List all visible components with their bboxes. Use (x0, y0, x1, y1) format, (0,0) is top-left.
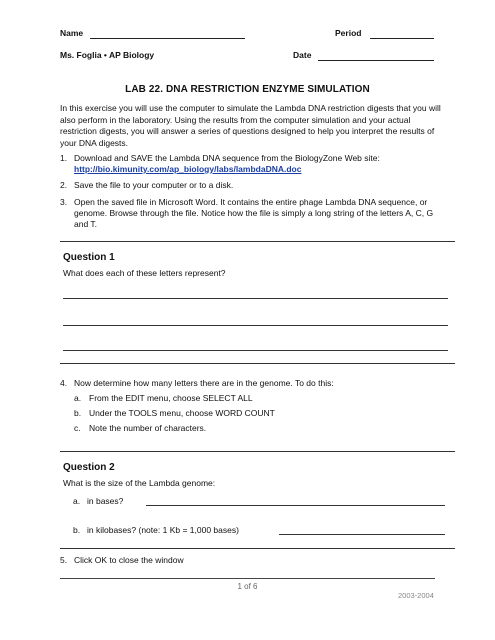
answer-line[interactable] (63, 350, 448, 351)
substep-letter: c. (74, 423, 81, 433)
intro-paragraph: In this exercise you will use the computer to simulate the Lambda DNA restriction digests that you will also perform in the laboratory. Using the results from the computer simulation and your actual restriction digests, you will answer a series of questions designed to help you interpret the results of your DNA digests. (60, 103, 441, 148)
question-2-box (60, 451, 455, 549)
page-title: LAB 22. DNA RESTRICTION ENZYME SIMULATION (125, 84, 370, 95)
substep-letter: a. (74, 393, 82, 403)
step-text: Now determine how many letters there are in the genome. To do this: (74, 378, 334, 388)
question-2-text: What is the size of the Lambda genome: (63, 478, 216, 488)
step-text: Open the saved file in Microsoft Word. It contains the entire phage Lambda DNA sequence, or genome. Browse through the file. Notice how the file is simply a long string of the letters A, C, G and T. (74, 197, 434, 229)
answer-line[interactable] (63, 298, 448, 299)
name-label: Name (60, 28, 84, 38)
step-number: 5. (60, 555, 68, 565)
date-label: Date (293, 50, 312, 60)
step-number: 3. (60, 197, 68, 207)
question-2a-text: in bases? (87, 496, 124, 506)
footer-divider (60, 578, 435, 579)
substep-text: Note the number of characters. (89, 423, 207, 433)
date-blank[interactable] (318, 60, 434, 61)
answer-line[interactable] (279, 534, 445, 535)
step-text: Download and SAVE the Lambda DNA sequence from the BiologyZone Web site: (74, 153, 380, 163)
page-number: 1 of 6 (237, 582, 258, 591)
question-1-box (60, 241, 455, 364)
school-year: 2003-2004 (398, 591, 434, 600)
name-blank[interactable] (90, 38, 245, 39)
substep-text: From the EDIT menu, choose SELECT ALL (89, 393, 253, 403)
question-2-title: Question 2 (63, 462, 115, 473)
step-number: 2. (60, 180, 68, 190)
step-number: 4. (60, 378, 68, 388)
question-1-text: What does each of these letters represent? (63, 268, 226, 278)
question-2b-text: in kilobases? (note: 1 Kb = 1,000 bases) (87, 525, 239, 535)
question-2a-letter: a. (73, 496, 81, 506)
step-text: Click OK to close the window (74, 555, 184, 565)
period-blank[interactable] (370, 38, 434, 39)
substep-letter: b. (74, 408, 82, 418)
question-1-title: Question 1 (63, 252, 115, 263)
period-label: Period (335, 28, 362, 38)
download-link[interactable]: http://bio.kimunity.com/ap_biology/labs/lambdaDNA.doc (74, 164, 302, 174)
teacher-course: Ms. Foglia • AP Biology (60, 50, 155, 60)
answer-line[interactable] (63, 325, 448, 326)
answer-line[interactable] (146, 505, 445, 506)
substep-text: Under the TOOLS menu, choose WORD COUNT (89, 408, 275, 418)
step-number: 1. (60, 153, 68, 163)
question-2b-letter: b. (73, 525, 81, 535)
step-text: Save the file to your computer or to a disk. (74, 180, 234, 190)
